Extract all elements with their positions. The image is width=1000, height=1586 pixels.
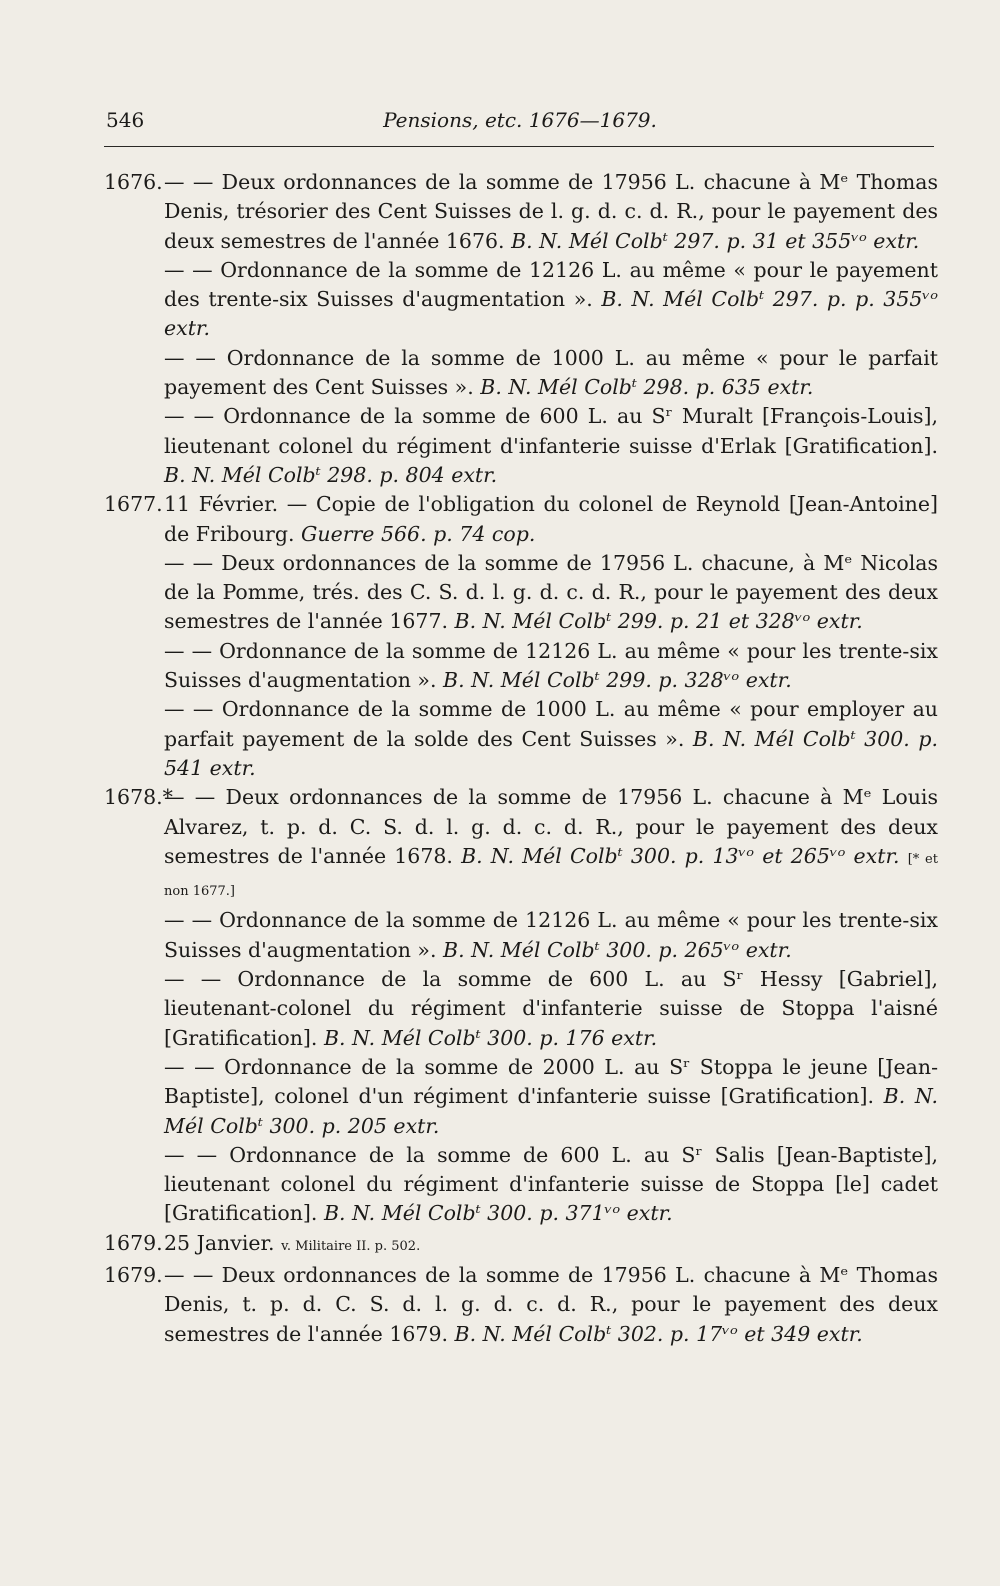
entry-text: — — Ordonnance de la somme de 1000 L. au même « pour le parfait payement des Cent Suisses ».: [164, 345, 938, 400]
entry-text: — — Ordonnance de la somme de 1000 L. au même « pour employer au parfait payement de la solde des Cent Suisses ».: [164, 697, 938, 751]
entry-source: B. N. Mél Colbᵗ 297. p. p. 355ᵛᵒ extr.: [164, 287, 938, 341]
entry-text: — — Ordonnance de la somme de 2000 L. au Sʳ Stoppa le jeune [Jean-Baptiste], colonel d'un régiment d'infanterie suisse [Gratification].: [164, 1054, 938, 1109]
entry-text: 25 Janvier.: [164, 1230, 275, 1255]
entry-year: 1677.: [104, 492, 163, 517]
entry-text: — — Deux ordonnances de la somme de 17956 L. chacune à Mᵉ Thomas Denis, trésorier des Cent Suisses de l. g. d. c. d. R., pour le payement des deux semestres de l'année 1676.: [164, 170, 938, 253]
entry-text: — — Deux ordonnances de la somme de 17956 L. chacune à Mᵉ Thomas Denis, t. p. d. C. S. d. l. g. d. c. d. R., pour le payement des deux semestres de l'année 1679.: [164, 1262, 938, 1346]
entry-source: B. N. Mél Colbᵗ 298. p. 804 extr.: [164, 462, 498, 487]
entry-text: — — Ordonnance de la somme de 600 L. au Sʳ Salis [Jean-Baptiste], lieutenant colonel du régiment d'infanterie suisse de Stoppa [le] cadet [Gratification].: [164, 1142, 938, 1226]
entry-1677-reynold: [104, 490, 938, 549]
header-rule: [104, 146, 934, 147]
entry-year: 1678.*: [104, 785, 173, 810]
entry-1676-parfait: [104, 344, 938, 403]
entry-source: B. N. Mél Colbᵗ 300. p. 13ᵛᵒ et 265ᵛᵒ extr.: [461, 843, 900, 868]
running-title: Pensions, etc. 1676—1679.: [383, 108, 657, 132]
entry-text: — — Ordonnance de la somme de 600 L. au Sʳ Hessy [Gabriel], lieutenant-colonel du régiment d'infanterie suisse de Stoppa l'aisné [Gratification].: [164, 967, 938, 1050]
entry-1679-janvier: [104, 1229, 938, 1261]
entry-1676-augmentation: [104, 256, 938, 344]
entry-source: B. N. Mél Colbᵗ 300. p. 371ᵛᵒ extr.: [323, 1201, 673, 1226]
entries-list: [104, 168, 938, 1349]
entry-1678-salis: [104, 1141, 938, 1229]
entry-1678-stoppa: [104, 1053, 938, 1141]
entry-year: 1679.: [104, 1230, 163, 1255]
entry-source: B. N. Mél Colbᵗ 300. p. 541 extr.: [164, 726, 938, 780]
entry-text: — — Ordonnance de la somme de 12126 L. au même « pour le payement des trente-six Suisses d'augmentation ».: [164, 257, 938, 312]
entry-1678-hessy: [104, 965, 938, 1053]
entry-text: 11 Février. — Copie de l'obligation du colonel de Reynold [Jean-Antoine] de Fribourg.: [164, 492, 938, 546]
entry-source: B. N. Mél Colbᵗ 297. p. 31 et 355ᵛᵒ extr.: [511, 228, 920, 253]
entry-source: B. N. Mél Colbᵗ 300. p. 205 extr.: [164, 1084, 938, 1138]
entry-footnote: [* et non 1677.]: [164, 851, 938, 900]
entry-text: — — Ordonnance de la somme de 12126 L. au même « pour les trente-six Suisses d'augmentation ».: [164, 908, 938, 962]
entry-source: B. N. Mél Colbᵗ 298. p. 635 extr.: [480, 375, 814, 400]
page-header: [104, 108, 936, 138]
entry-source: B. N. Mél Colbᵗ 302. p. 17ᵛᵒ et 349 extr.: [454, 1321, 863, 1346]
entry-source: B. N. Mél Colbᵗ 299. p. 328ᵛᵒ extr.: [443, 668, 792, 693]
entry-source: B. N. Mél Colbᵗ 300. p. 265ᵛᵒ extr.: [443, 937, 792, 962]
page-number: 546: [106, 108, 145, 132]
entry-1677-pay: [104, 549, 938, 637]
entry-year: 1676.: [104, 170, 163, 194]
entry-1678-augmentation: [104, 906, 938, 965]
entry-year: 1679.: [104, 1262, 163, 1287]
entry-1677-augmentation: [104, 637, 938, 696]
entry-source: Guerre 566. p. 74 cop.: [301, 521, 536, 546]
entry-source: B. N. Mél Colbᵗ 299. p. 21 et 328ᵛᵒ extr.: [454, 609, 863, 634]
entry-1679-pay: [104, 1261, 938, 1349]
entry-text: — — Deux ordonnances de la somme de 17956 L. chacune, à Mᵉ Nicolas de la Pomme, trés. des C. S. d. l. g. d. c. d. R., pour le payement des deux semestres de l'année 1677.: [164, 550, 938, 634]
entry-1676-pay: [104, 168, 938, 256]
entry-text: — — Deux ordonnances de la somme de 17956 L. chacune à Mᵉ Louis Alvarez, t. p. d. C. S. d. l. g. d. c. d. R., pour le payement des deux semestres de l'année 1678.: [164, 785, 938, 868]
entry-crossref: v. Militaire II. p. 502.: [281, 1238, 421, 1254]
entry-text: — — Ordonnance de la somme de 12126 L. au même « pour les trente-six Suisses d'augmentation ».: [164, 638, 938, 693]
entry-1677-parfait: [104, 695, 938, 783]
entry-1678-pay: [104, 783, 938, 906]
entry-source: B. N. Mél Colbᵗ 300. p. 176 extr.: [323, 1025, 658, 1050]
entry-1676-muralt: [104, 402, 938, 490]
entry-text: — — Ordonnance de la somme de 600 L. au Sʳ Muralt [François-Louis], lieutenant colonel du régiment d'infanterie suisse d'Erlak [Gratification].: [164, 404, 938, 458]
